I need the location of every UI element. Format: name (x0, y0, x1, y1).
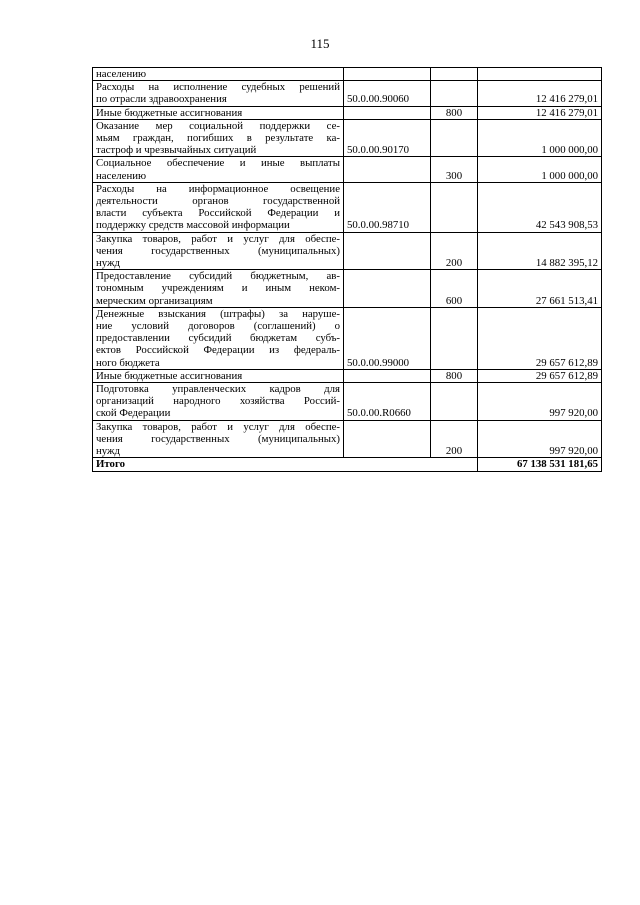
table-row (93, 232, 602, 270)
expense-name-line: организаций народного хозяйства Россий- (96, 395, 340, 408)
expense-name-cell (93, 157, 344, 182)
expense-name-line: населению (96, 68, 147, 80)
table-row (93, 119, 602, 157)
expense-type-code-cell: 800 (431, 369, 478, 382)
expense-name-line: тономным учреждениям и иным неком- (96, 282, 340, 295)
total-row (93, 458, 602, 471)
expense-type-code-cell (431, 182, 478, 232)
expense-name-line: ектов Российской Федерации из федераль- (96, 344, 340, 357)
expense-name-line: Социальное обеспечение и иные выплаты (96, 157, 340, 170)
target-article-code-cell (344, 68, 431, 81)
table-row (93, 81, 602, 106)
total-amount: 67 138 531 181,65 (478, 458, 602, 471)
table-row (93, 270, 602, 308)
table-row (93, 369, 602, 382)
expense-name-line: чения государственных (муниципальных) (96, 244, 340, 257)
expense-name-line: мьям граждан, погибших в результате ка- (96, 132, 340, 145)
expense-name-line: населению (96, 169, 147, 182)
table-row (93, 68, 602, 81)
expense-name-line: поддержку средств массовой информации (96, 219, 290, 232)
expense-name-line: Расходы на информационное освещение (96, 182, 340, 195)
expense-type-code-cell (431, 81, 478, 106)
expense-type-code-cell: 200 (431, 232, 478, 270)
expense-name-line: Денежные взыскания (штрафы) за наруше- (96, 307, 340, 320)
total-label: Итого (93, 458, 478, 471)
expense-name-line: власти субъекта Российской Федерации и (96, 207, 340, 220)
expense-name-line: предоставлении субсидий бюджетам субъ- (96, 332, 340, 345)
expense-name-cell (93, 307, 344, 369)
table-row (93, 182, 602, 232)
expense-type-code-cell: 200 (431, 420, 478, 458)
expense-name-line: Подготовка управленческих кадров для (96, 383, 340, 396)
expense-name-line: Закупка товаров, работ и услуг для обеспе- (96, 232, 340, 245)
target-article-code-cell (344, 369, 431, 382)
expense-name-line: Расходы на исполнение судебных решений (96, 81, 340, 94)
expense-name-line: чения государственных (муниципальных) (96, 432, 340, 445)
expense-name-line: Оказание мер социальной поддержки се- (96, 119, 340, 132)
expense-name-cell (93, 182, 344, 232)
amount-cell: 14 882 395,12 (478, 232, 602, 270)
expense-name-line: мерческим организациям (96, 294, 213, 307)
expense-name-cell (93, 383, 344, 421)
expense-name-line: Иные бюджетные ассигнования (96, 369, 243, 382)
amount-cell: 29 657 612,89 (478, 369, 602, 382)
expense-name-cell (93, 81, 344, 106)
target-article-code-cell: 50.0.00.90170 (344, 119, 431, 157)
expense-name-cell (93, 68, 344, 81)
amount-cell: 29 657 612,89 (478, 307, 602, 369)
expense-name-line: Закупка товаров, работ и услуг для обеспе- (96, 420, 340, 433)
table-row (93, 383, 602, 421)
expense-name-line: тастроф и чрезвычайных ситуаций (96, 144, 257, 157)
expense-type-code-cell (431, 119, 478, 157)
expense-type-code-cell: 300 (431, 157, 478, 182)
expense-name-cell (93, 420, 344, 458)
amount-cell: 1 000 000,00 (478, 119, 602, 157)
amount-cell: 1 000 000,00 (478, 157, 602, 182)
expense-type-code-cell: 800 (431, 106, 478, 119)
target-article-code-cell: 50.0.00.90060 (344, 81, 431, 106)
target-article-code-cell: 50.0.00.98710 (344, 182, 431, 232)
amount-cell: 42 543 908,53 (478, 182, 602, 232)
expense-name-cell (93, 270, 344, 308)
amount-cell: 12 416 279,01 (478, 81, 602, 106)
expense-name-line: нужд (96, 445, 120, 458)
expense-name-line: деятельности органов государственной (96, 195, 340, 208)
expense-name-line: ской Федерации (96, 407, 171, 420)
expense-name-cell (93, 369, 344, 382)
table-row (93, 157, 602, 182)
table-row (93, 106, 602, 119)
amount-cell: 997 920,00 (478, 420, 602, 458)
table-row (93, 307, 602, 369)
expense-type-code-cell: 600 (431, 270, 478, 308)
target-article-code-cell: 50.0.00.99000 (344, 307, 431, 369)
target-article-code-cell (344, 157, 431, 182)
expense-name-line: Иные бюджетные ассигнования (96, 106, 243, 119)
expense-name-line: ние условий договоров (соглашений) о (96, 320, 340, 333)
expense-name-cell (93, 232, 344, 270)
expense-name-cell (93, 119, 344, 157)
target-article-code-cell: 50.0.00.R0660 (344, 383, 431, 421)
expense-name-line: по отрасли здравоохранения (96, 93, 227, 106)
expense-name-line: ного бюджета (96, 356, 160, 369)
amount-cell (478, 68, 602, 81)
target-article-code-cell (344, 106, 431, 119)
budget-table (92, 67, 602, 472)
target-article-code-cell (344, 420, 431, 458)
table-row (93, 420, 602, 458)
target-article-code-cell (344, 270, 431, 308)
target-article-code-cell (344, 232, 431, 270)
expense-type-code-cell (431, 383, 478, 421)
expense-type-code-cell (431, 68, 478, 81)
expense-type-code-cell (431, 307, 478, 369)
amount-cell: 12 416 279,01 (478, 106, 602, 119)
budget-table-body (93, 68, 602, 472)
page-number: 115 (310, 36, 330, 51)
expense-name-cell (93, 106, 344, 119)
amount-cell: 997 920,00 (478, 383, 602, 421)
amount-cell: 27 661 513,41 (478, 270, 602, 308)
expense-name-line: нужд (96, 257, 120, 270)
expense-name-line: Предоставление субсидий бюджетным, ав- (96, 270, 340, 283)
